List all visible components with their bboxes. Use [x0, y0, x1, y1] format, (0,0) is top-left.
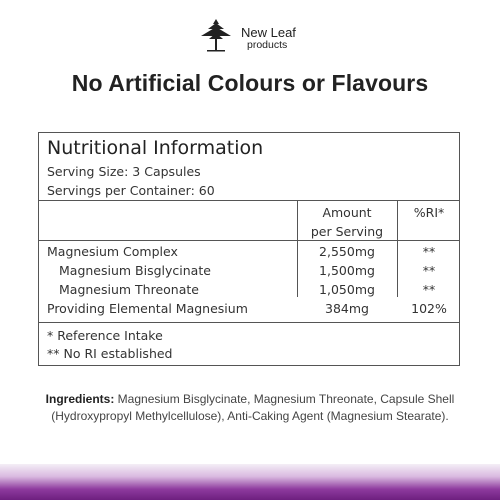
bottom-color-band: [0, 464, 500, 500]
row-amount-elemental-magnesium: 384mg: [325, 301, 369, 316]
divider-footnotes: [39, 322, 459, 323]
row-amount-magnesium-threonate: 1,050mg: [319, 282, 375, 297]
nutrition-panel: [38, 132, 460, 366]
footnote-reference-intake: * Reference Intake: [47, 328, 163, 343]
row-ri-magnesium-bisglycinate: **: [422, 263, 436, 278]
brand-name: New Leaf: [241, 25, 296, 40]
nutrition-title: Nutritional Information: [47, 137, 264, 159]
row-amount-magnesium-bisglycinate: 1,500mg: [319, 263, 375, 278]
row-ri-elemental-magnesium: 102%: [411, 301, 447, 316]
col-header-amount-line2: per Serving: [310, 224, 384, 239]
row-amount-magnesium-complex: 2,550mg: [319, 244, 375, 259]
row-ri-magnesium-threonate: **: [422, 282, 436, 297]
brand-subtitle: products: [247, 39, 288, 51]
footnote-no-ri: ** No RI established: [47, 346, 173, 361]
ingredients-label: Ingredients:: [45, 392, 115, 406]
row-ri-magnesium-complex: **: [422, 244, 436, 259]
col-header-ri: %RI*: [413, 205, 445, 220]
ingredients-list: Magnesium Bisglycinate, Magnesium Threonate, Capsule Shell (Hydroxypropyl Methylcellulose), Anti-Caking Agent (Magnesium Stearate).: [51, 392, 455, 423]
row-label-magnesium-bisglycinate: Magnesium Bisglycinate: [59, 263, 211, 278]
row-label-magnesium-threonate: Magnesium Threonate: [59, 282, 199, 297]
row-label-elemental-magnesium: Providing Elemental Magnesium: [47, 301, 248, 316]
col-header-amount: [297, 203, 397, 241]
ingredients-text: [40, 391, 460, 424]
row-label-magnesium-complex: Magnesium Complex: [47, 244, 178, 259]
col-header-amount-line1: Amount: [322, 205, 372, 220]
serving-size: Serving Size: 3 Capsules: [47, 164, 201, 179]
brand-logo: [197, 17, 307, 57]
divider-header: [39, 240, 459, 241]
servings-per-container: Servings per Container: 60: [47, 183, 215, 198]
divider-top: [39, 200, 459, 201]
leaf-tree-icon: [197, 17, 235, 57]
page-headline: No Artificial Colours or Flavours: [71, 70, 429, 96]
